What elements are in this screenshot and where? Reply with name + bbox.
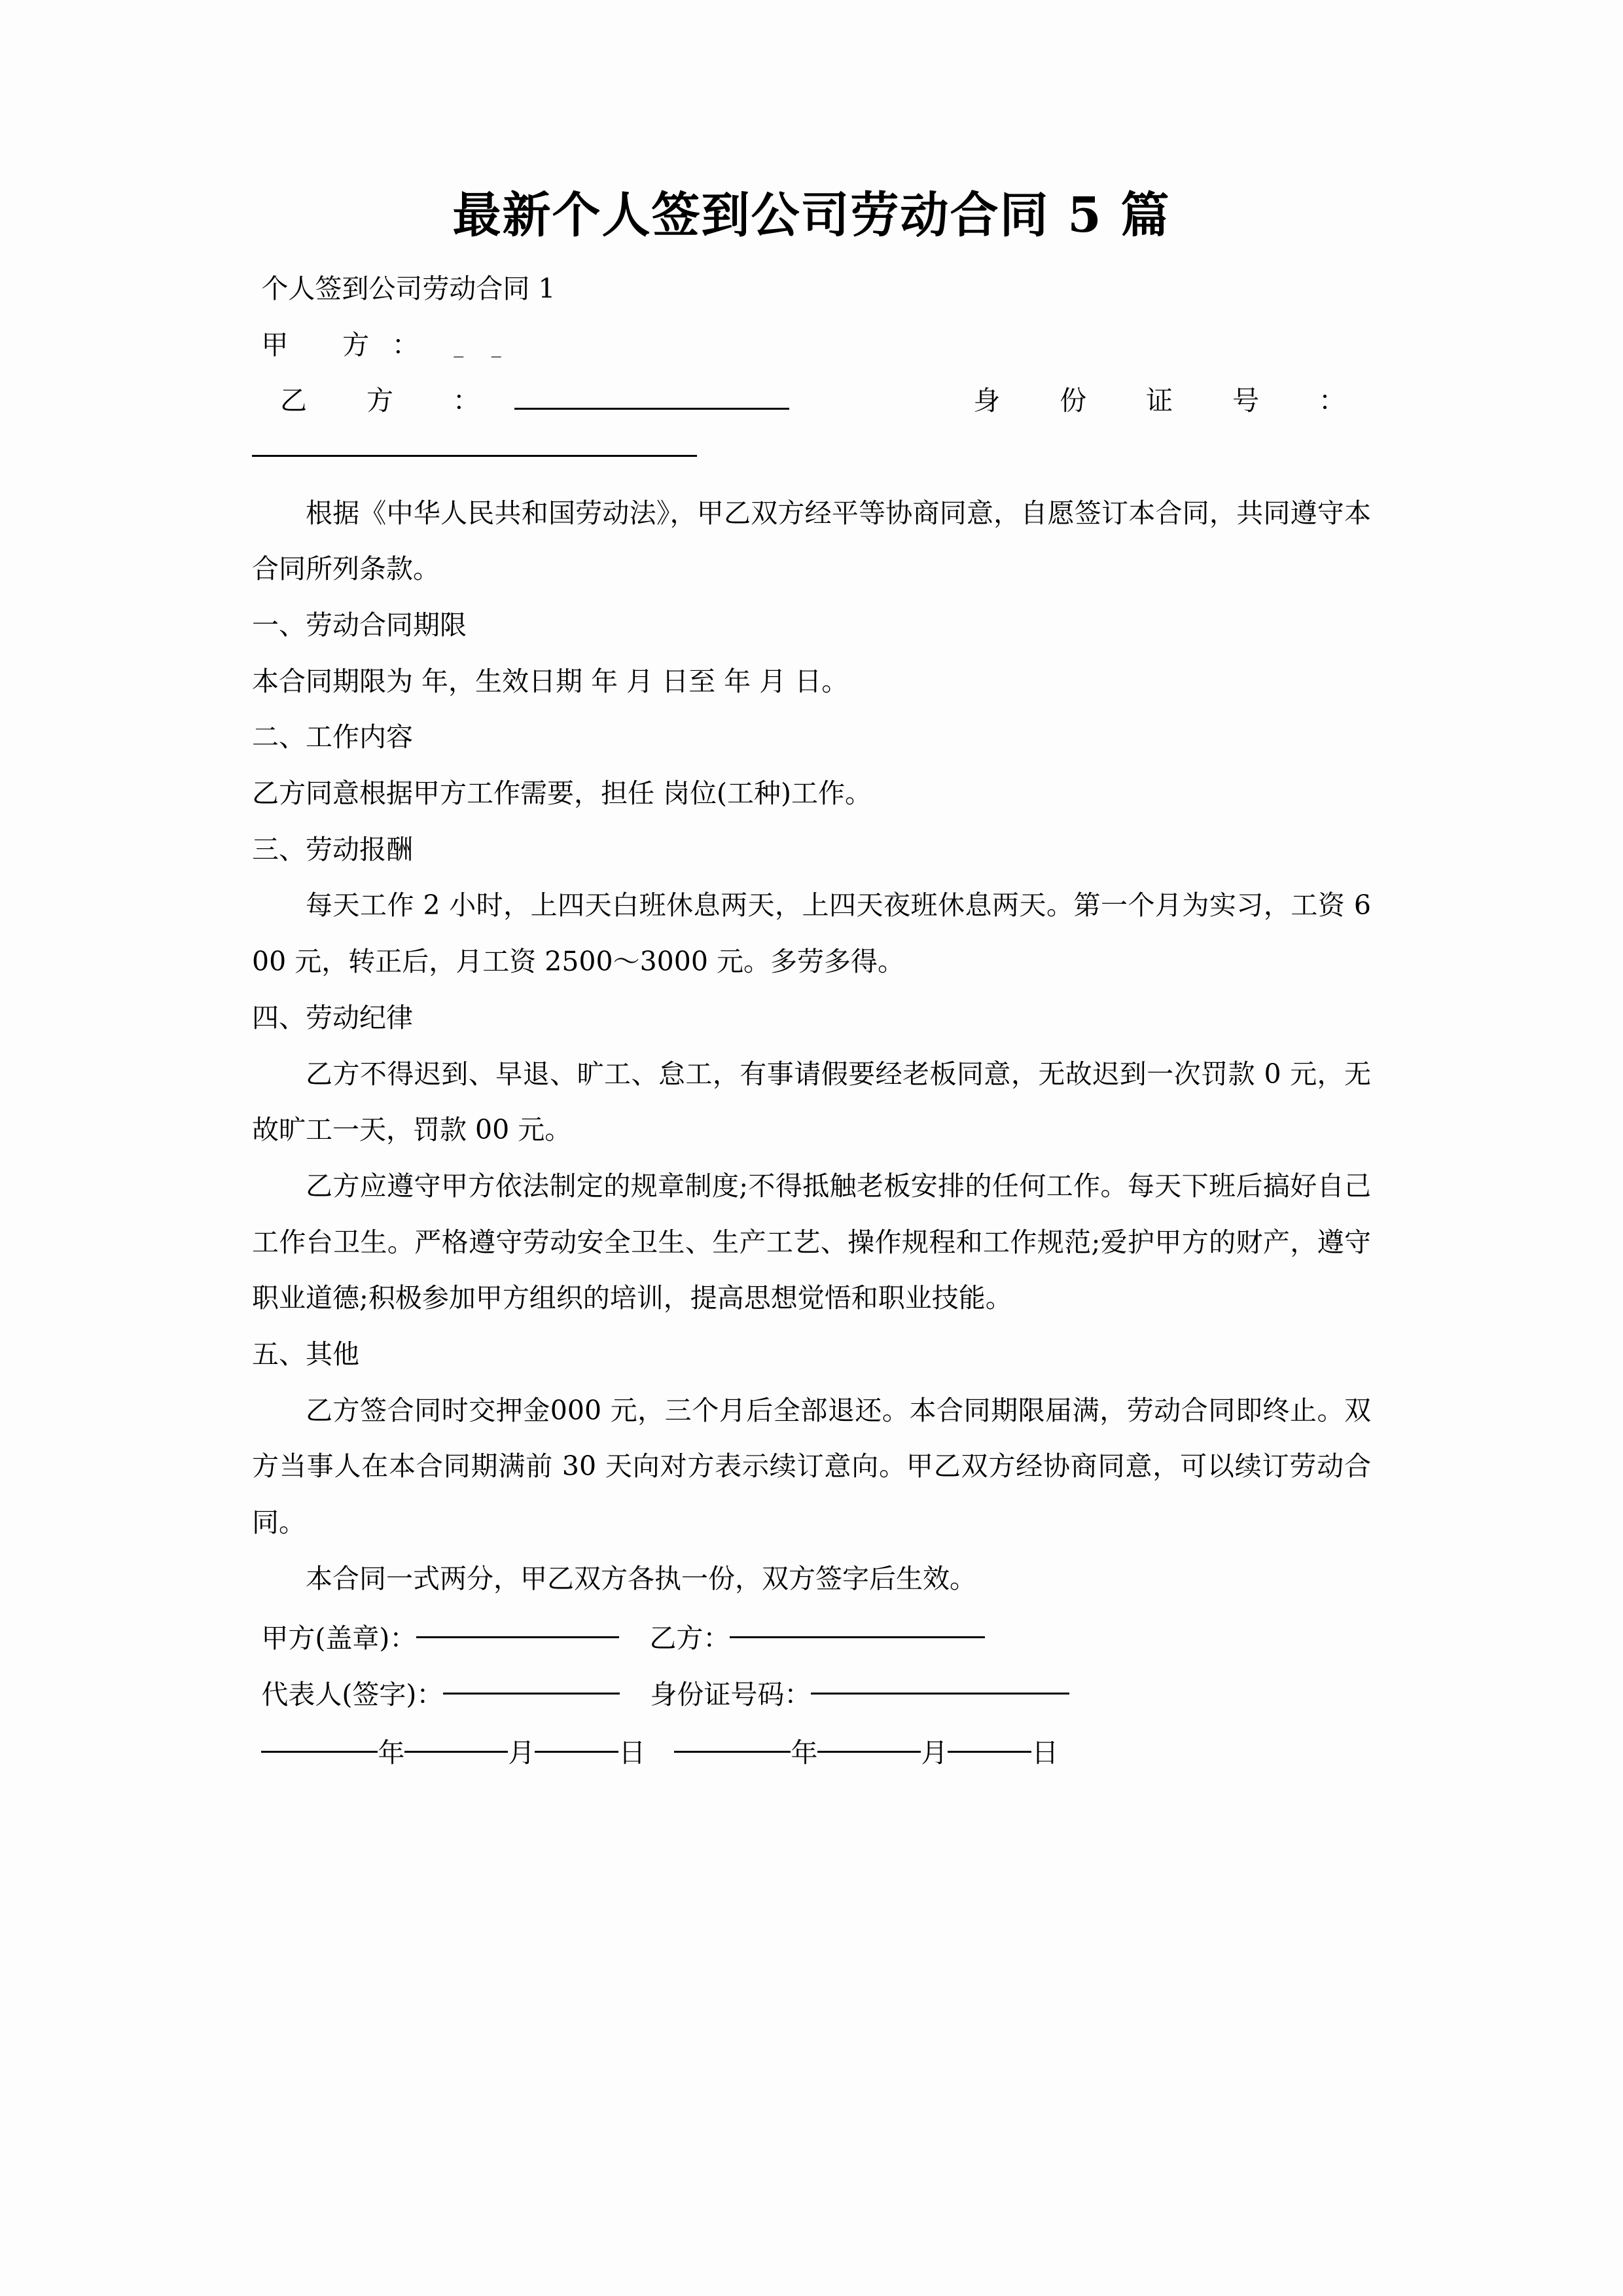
party-a-field-row (252, 317, 1371, 374)
party-b-field-row (252, 373, 1371, 429)
date-month-blank-b (817, 1751, 921, 1753)
signature-block (252, 1611, 1371, 1779)
signature-row-parties (252, 1611, 1371, 1667)
date-day-blank-b (948, 1751, 1031, 1753)
party-b-label: 乙 方 ： (280, 385, 505, 417)
date-month-label-b: 月 (921, 1736, 948, 1768)
date-group-party-a (261, 1737, 645, 1768)
party-a-seal-label: 甲方(盖章)： (261, 1623, 417, 1655)
section-body-5b: 本合同一式两分，甲乙双方各执一份，双方签字后生效。 (306, 1562, 976, 1594)
date-year-label-a: 年 (378, 1736, 405, 1768)
date-month-blank-a (404, 1751, 508, 1753)
section-body-3: 每天工作 2 小时，上四天白班休息两天，上四天夜班休息两天。第一个月为实习，工资 600 元，转正后，月工资 2500～3000 元。多劳多得。 (252, 889, 1371, 978)
document-subtitle: 个人签到公司劳动合同 1 (261, 272, 556, 304)
id-number-sign-blank-rule (811, 1693, 1069, 1695)
section-body-2: 乙方同意根据甲方工作需要，担任 岗位(工种)工作。 (252, 778, 872, 810)
section-body-1: 本合同期限为 年，生效日期 年 月 日至 年 月 日。 (252, 665, 849, 697)
id-number-sign-label: 身份证号码： (650, 1679, 812, 1711)
document-content (252, 0, 1371, 1780)
id-number-label: 身 份 证 号 ： (973, 385, 1371, 417)
party-a-blank: _ _ (454, 335, 512, 359)
section-heading-5: 五、其他 (252, 1338, 359, 1370)
date-day-label-b: 日 (1031, 1736, 1059, 1768)
id-number-blank-rule (252, 455, 697, 457)
section-heading-2: 二、工作内容 (252, 721, 413, 753)
section-body-5a: 乙方签合同时交押金000 元，三个月后全部退还。本合同期限届满，劳动合同即终止。双方当事人在本合同期满前 30 天向对方表示续订意向。甲乙双方经协商同意，可以续订劳动合同。 (252, 1394, 1371, 1538)
party-b-blank-rule (514, 408, 789, 410)
representative-blank-rule (443, 1693, 620, 1695)
section-heading-3: 三、劳动报酬 (252, 833, 413, 865)
signature-date-row (252, 1723, 1371, 1780)
section-body-4a: 乙方不得迟到、早退、旷工、怠工，有事请假要经老板同意，无故迟到一次罚款 0 元，无故旷工一天，罚款 00 元。 (252, 1058, 1371, 1146)
section-heading-4: 四、劳动纪律 (252, 1001, 413, 1033)
page-title: 最新个人签到公司劳动合同 5 篇 (452, 187, 1171, 243)
date-group-party-b (674, 1737, 1058, 1768)
section-body-4b: 乙方应遵守甲方依法制定的规章制度;不得抵触老板安排的任何工作。每天下班后搞好自己工作台卫生。严格遵守劳动安全卫生、生产工艺、操作规程和工作规范;爱护甲方的财产，遵守职业道德;积极参加甲方组织的培训，提高思想觉悟和职业技能。 (252, 1170, 1371, 1314)
date-year-blank-b (674, 1751, 791, 1753)
id-number-blank-row (252, 429, 1371, 486)
party-a-label: 甲 方： (261, 329, 442, 361)
representative-label: 代表人(签字)： (261, 1679, 444, 1711)
signature-row-representative (252, 1667, 1371, 1723)
date-year-label-b: 年 (791, 1736, 818, 1768)
party-b-sign-blank-rule (730, 1636, 985, 1638)
date-day-label-a: 日 (618, 1736, 646, 1768)
date-day-blank-a (535, 1751, 618, 1753)
party-a-seal-blank-rule (416, 1636, 619, 1638)
section-heading-1: 一、劳动合同期限 (252, 609, 467, 641)
date-month-label-a: 月 (508, 1736, 535, 1768)
preamble-paragraph: 根据《中华人民共和国劳动法》，甲乙双方经平等协商同意，自愿签订本合同，共同遵守本合同所列条款。 (252, 497, 1371, 585)
party-b-sign-label: 乙方： (649, 1623, 730, 1655)
date-year-blank-a (261, 1751, 378, 1753)
